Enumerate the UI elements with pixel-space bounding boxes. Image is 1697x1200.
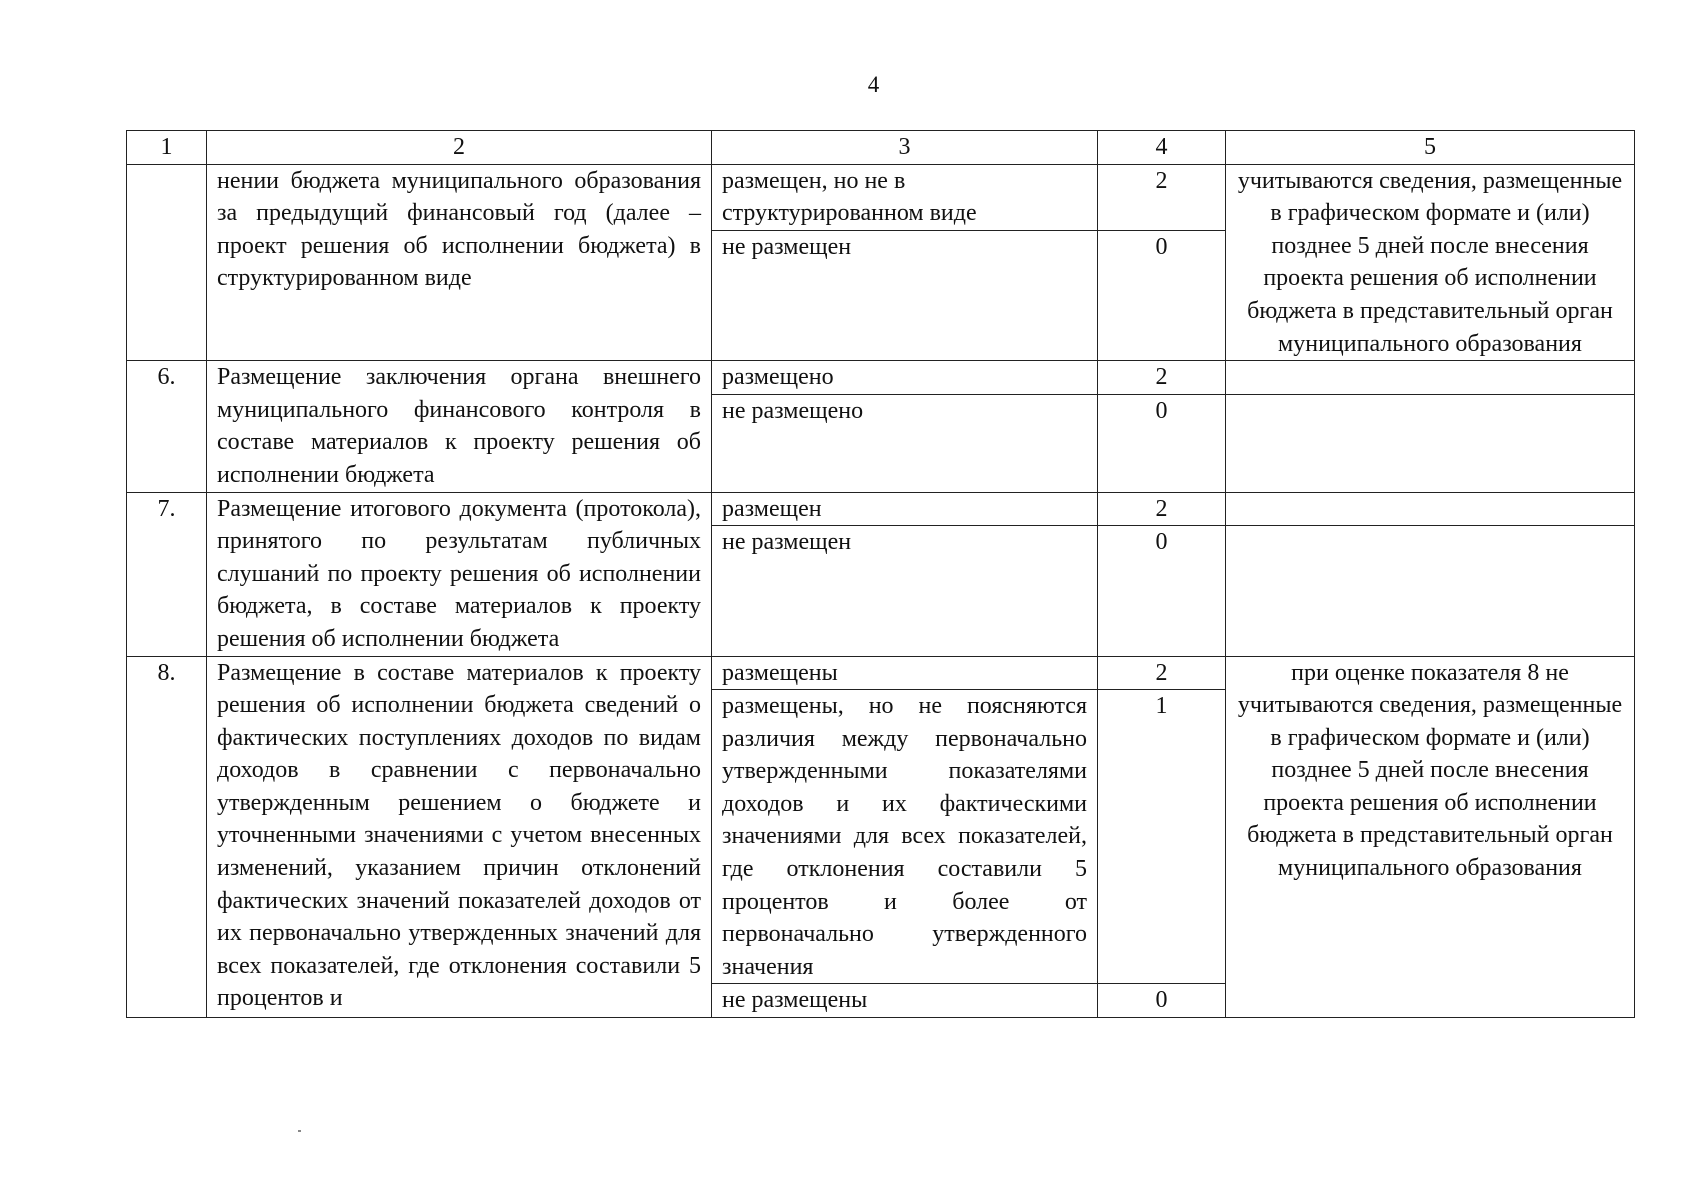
row-number: 7.	[127, 492, 207, 656]
option-text: не размещены	[712, 984, 1098, 1018]
option-score: 2	[1098, 361, 1226, 395]
option-score: 0	[1098, 526, 1226, 656]
option-score: 2	[1098, 656, 1226, 690]
option-text: размещены	[712, 656, 1098, 690]
indicator-text: Размещение в составе материалов к проекту решения об исполнении бюджета сведений о фактических поступлениях доходов по видам доходов в сравнении с первоначально утвержденным решением о бюджете и уточненными значениями с учетом внесенных изменений, указанием причин отклонений фактических значений показателей доходов от их первоначально утвержденных значений для всех показателей, где отклонения составили 5 процентов и	[207, 656, 712, 1018]
column-header: 3	[712, 131, 1098, 165]
note-text: при оценке показателя 8 не учитываются сведения, размещенные в графическом формате и (или) позднее 5 дней после внесения проекта решения об исполнении бюджета в представительный орган муниципального образования	[1226, 656, 1635, 1018]
indicator-text: Размещение заключения органа внешнего муниципального финансового контроля в составе материалов к проекту решения об исполнении бюджета	[207, 361, 712, 492]
row-number	[127, 164, 207, 361]
option-text: размещено	[712, 361, 1098, 395]
option-text: размещены, но не поясняются различия между первоначально утвержденными показателями доходов и их фактическими значениями для всех показателей, где отклонения составили 5 процентов и более от первоначально утвержденного значения	[712, 690, 1098, 984]
column-header: 1	[127, 131, 207, 165]
note-cell-empty	[1226, 526, 1635, 656]
row-number: 8.	[127, 656, 207, 1018]
criteria-table	[126, 130, 1635, 1018]
note-text	[1226, 361, 1635, 395]
column-header: 5	[1226, 131, 1635, 165]
table-row	[127, 361, 1635, 395]
option-score: 2	[1098, 164, 1226, 230]
page-number: 4	[867, 72, 880, 97]
table-row	[127, 164, 1635, 230]
table-header-row	[127, 131, 1635, 165]
option-score: 0	[1098, 394, 1226, 492]
option-text: не размещено	[712, 394, 1098, 492]
option-text: не размещен	[712, 526, 1098, 656]
column-header: 2	[207, 131, 712, 165]
note-cell-empty	[1226, 394, 1635, 492]
note-text	[1226, 492, 1635, 526]
option-score: 0	[1098, 230, 1226, 360]
option-score: 0	[1098, 984, 1226, 1018]
note-text: учитываются сведения, размещенные в графическом формате и (или) позднее 5 дней после внесения проекта решения об исполнении бюджета в представительный орган муниципального образования	[1226, 164, 1635, 361]
column-header: 4	[1098, 131, 1226, 165]
option-score: 1	[1098, 690, 1226, 984]
option-text: размещен	[712, 492, 1098, 526]
table-row	[127, 656, 1635, 690]
row-number: 6.	[127, 361, 207, 492]
option-text: размещен, но не в структурированном виде	[712, 164, 1098, 230]
indicator-text: Размещение итогового документа (протокола), принятого по результатам публичных слушаний по проекту решения об исполнении бюджета, в составе материалов к проекту решения об исполнении бюджета	[207, 492, 712, 656]
option-text: не размещен	[712, 230, 1098, 360]
table-row	[127, 492, 1635, 526]
scan-speck	[298, 1130, 301, 1132]
option-score: 2	[1098, 492, 1226, 526]
indicator-text: нении бюджета муниципального образования за предыдущий финансовый год (далее – проект решения об исполнении бюджета) в структурированном виде	[207, 164, 712, 361]
